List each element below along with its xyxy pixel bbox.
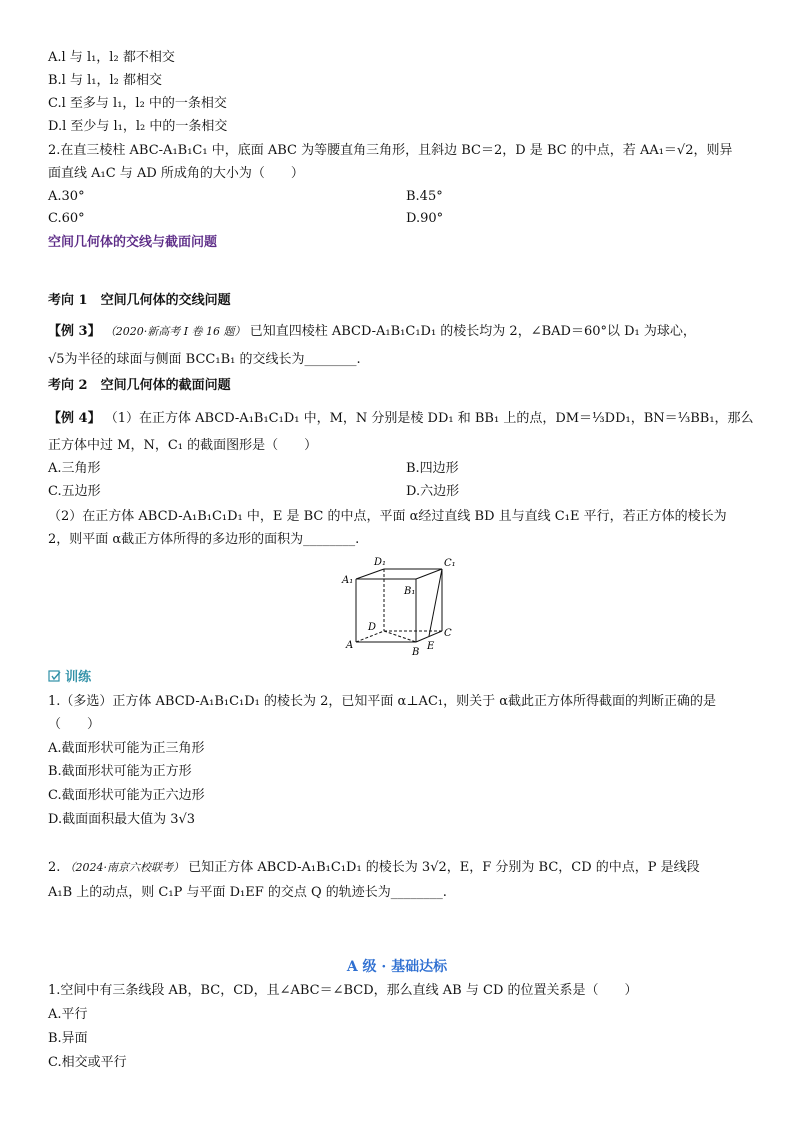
q2-option-d: D.90°: [406, 211, 444, 226]
training-2-line1: [48, 858, 700, 878]
direction-2-title: 考向 2 空间几何体的截面问题: [48, 378, 231, 393]
section-title: 空间几何体的交线与截面问题: [48, 235, 218, 250]
label-e: E: [427, 641, 435, 652]
example-3-text: 已知直四棱柱 ABCD-A₁B₁C₁D₁ 的棱长均为 2，∠BAD＝60°以 D₁ 为球心，: [249, 324, 696, 339]
training-2-text: 已知正方体 ABCD-A₁B₁C₁D₁ 的棱长为 3√2，E，F 分别为 BC，CD 的中点，P 是线段: [188, 860, 700, 875]
label-b1: B₁: [404, 586, 416, 597]
t1-option-b: B.截面形状可能为正方形: [48, 764, 192, 779]
option-b: B.l 与 l₁，l₂ 都相交: [48, 73, 162, 88]
label-a: A: [346, 640, 354, 651]
ex4-option-a: A.三角形: [48, 461, 101, 476]
t1-option-a: A.截面形状可能为正三角形: [48, 741, 205, 756]
training-icon: [48, 670, 61, 683]
question-2-line2: 面直线 A₁C 与 AD 所成角的大小为（ ）: [48, 166, 304, 181]
training-2-source: （2024·南京六校联考）: [64, 861, 185, 874]
question-2-line1: 2.在直三棱柱 ABC-A₁B₁C₁ 中，底面 ABC 为等腰直角三角形，且斜边 BC＝2，D 是 BC 的中点，若 AA₁＝√2，则异: [48, 143, 733, 158]
label-c: C: [444, 628, 452, 639]
example-4-tag: 【例 4】: [48, 411, 101, 426]
label-d: D: [368, 622, 377, 633]
q2-option-a: A.30°: [48, 189, 85, 204]
label-c1: C₁: [444, 558, 456, 569]
training-2-number: 2.: [48, 860, 61, 875]
q2-option-c: C.60°: [48, 211, 85, 226]
grade-a-title: A 级 · 基础达标: [346, 959, 448, 975]
training-2-line2: A₁B 上的动点，则 C₁P 与平面 D₁EF 的交点 Q 的轨迹长为________.: [48, 885, 447, 900]
option-c: C.l 至多与 l₁，l₂ 中的一条相交: [48, 96, 227, 111]
ex4-option-b: B.四边形: [406, 461, 459, 476]
option-d: D.l 至少与 l₁，l₂ 中的一条相交: [48, 119, 228, 134]
q2-option-b: B.45°: [406, 189, 443, 204]
example-3-source: （2020·新高考 Ⅰ 卷 16 题）: [104, 325, 246, 338]
ex4-option-d: D.六边形: [406, 484, 460, 499]
example-4-line1: [48, 409, 754, 429]
label-a1: A₁: [342, 575, 354, 586]
g1-option-b: B.异面: [48, 1031, 88, 1046]
example-4-text: （1）在正方体 ABCD-A₁B₁C₁D₁ 中，M，N 分别是棱 DD₁ 和 BB₁ 上的点，DM＝⅓DD₁，BN＝⅓BB₁，那么: [104, 411, 754, 426]
example-3-line2: √5为半径的球面与侧面 BCC₁B₁ 的交线长为________.: [48, 352, 361, 367]
example-4-part2-line1: （2）在正方体 ABCD-A₁B₁C₁D₁ 中，E 是 BC 的中点，平面 α经过直线 BD 且与直线 C₁E 平行，若正方体的棱长为: [48, 509, 727, 524]
cube-figure: [336, 552, 466, 662]
training-header: [48, 668, 91, 688]
t1-option-d: D.截面面积最大值为 3√3: [48, 812, 196, 827]
direction-1-title: 考向 1 空间几何体的交线问题: [48, 293, 231, 308]
training-1-line2: （ ）: [48, 717, 101, 732]
example-3-line1: [48, 322, 696, 342]
example-4-part2-line2: 2，则平面 α截正方体所得的多边形的面积为________.: [48, 532, 360, 547]
option-a: A.l 与 l₁，l₂ 都不相交: [48, 50, 175, 65]
example-3-tag: 【例 3】: [48, 324, 101, 339]
g1-option-a: A.平行: [48, 1007, 88, 1022]
label-b: B: [412, 647, 420, 658]
label-d1: D₁: [374, 557, 387, 568]
t1-option-c: C.截面形状可能为正六边形: [48, 788, 205, 803]
grade-q1-line1: 1.空间中有三条线段 AB，BC，CD，且∠ABC＝∠BCD，那么直线 AB 与 CD 的位置关系是（ ）: [48, 983, 638, 998]
ex4-option-c: C.五边形: [48, 484, 101, 499]
example-4-line2: 正方体中过 M，N，C₁ 的截面图形是（ ）: [48, 438, 318, 453]
training-1-line1: 1.（多选）正方体 ABCD-A₁B₁C₁D₁ 的棱长为 2，已知平面 α⊥AC₁，则关于 α截此正方体所得截面的判断正确的是: [48, 694, 717, 709]
training-title: 训练: [65, 670, 92, 685]
g1-option-c: C.相交或平行: [48, 1055, 127, 1070]
